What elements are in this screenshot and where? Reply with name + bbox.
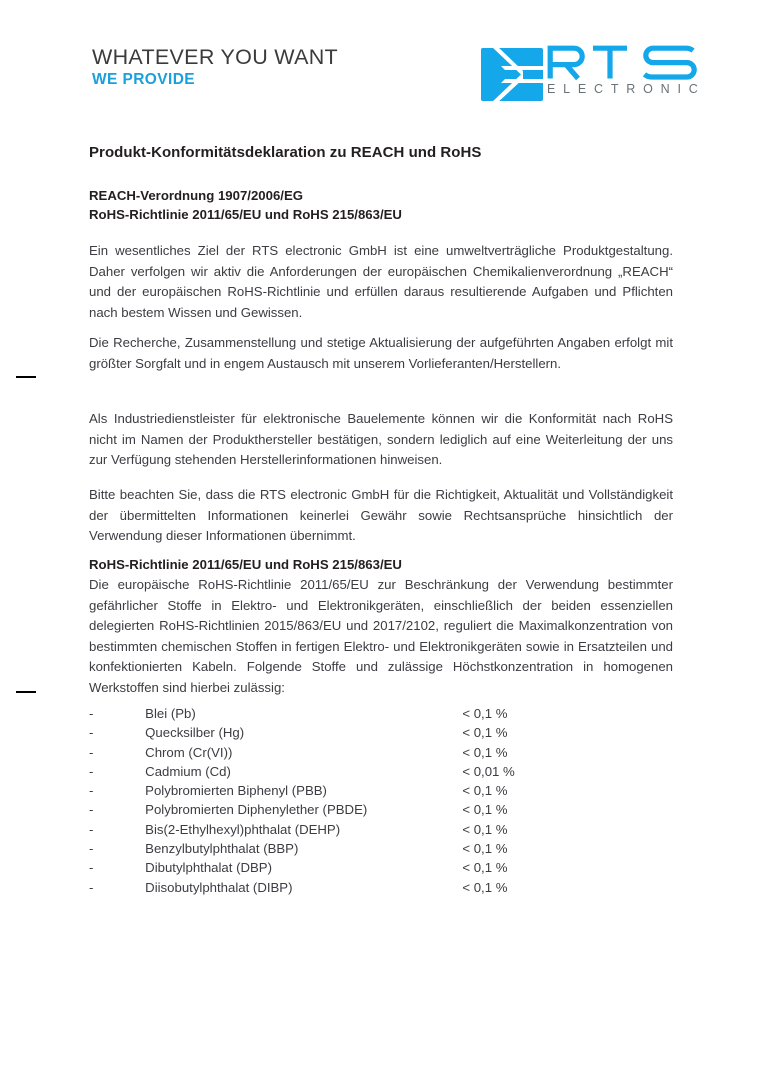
substance-limit: < 0,1 % bbox=[462, 725, 508, 741]
table-row bbox=[89, 800, 673, 819]
substance-name: Cadmium (Cd) bbox=[145, 763, 231, 779]
table-row bbox=[89, 878, 673, 897]
substance-limit: < 0,1 % bbox=[462, 821, 508, 837]
substance-limit: < 0,1 % bbox=[462, 744, 508, 760]
list-bullet: - bbox=[89, 706, 94, 721]
paragraph-service-provider: Als Industriedienstleister für elektronische Bauelemente können wir die Konformität nach RoHS nicht im Namen der Produkthersteller bestätigen, sondern lediglich auf eine Weiterleitung der uns zur Verfügung stehenden Herstellerinformationen hinweisen. bbox=[89, 411, 673, 467]
page-title: Produkt-Konformitätsdeklaration zu REACH und RoHS bbox=[89, 144, 482, 161]
regulation-reach: REACH-Verordnung 1907/2006/EG bbox=[89, 188, 303, 203]
regulation-rohs: RoHS-Richtlinie 2011/65/EU und RoHS 215/863/EU bbox=[89, 206, 402, 222]
substance-limit: < 0,1 % bbox=[462, 706, 508, 721]
table-row bbox=[89, 704, 673, 723]
table-row bbox=[89, 743, 673, 762]
substance-name: Benzylbutylphthalat (BBP) bbox=[145, 841, 299, 857]
substance-limit: < 0,1 % bbox=[462, 783, 508, 799]
list-bullet: - bbox=[89, 841, 94, 857]
substance-name: Polybromierten Biphenyl (PBB) bbox=[145, 783, 327, 799]
rohs-section-heading: RoHS-Richtlinie 2011/65/EU und RoHS 215/863/EU bbox=[89, 557, 402, 572]
substance-limit: < 0,1 % bbox=[462, 879, 508, 895]
logo-wordmark-rts bbox=[547, 45, 706, 81]
company-logo bbox=[481, 45, 706, 105]
substance-limit: < 0,1 % bbox=[462, 841, 508, 857]
table-row bbox=[89, 762, 673, 781]
substance-list-body bbox=[89, 704, 673, 897]
list-bullet: - bbox=[89, 783, 94, 799]
tagline-line-1: WHATEVER YOU WANT bbox=[92, 45, 338, 69]
list-bullet: - bbox=[89, 879, 94, 895]
substance-limit: < 0,1 % bbox=[462, 802, 508, 818]
substance-name: Quecksilber (Hg) bbox=[145, 725, 245, 741]
list-bullet: - bbox=[89, 860, 94, 876]
substance-name: Diisobutylphthalat (DIBP) bbox=[145, 879, 293, 895]
rts-chevron-mark-icon bbox=[481, 48, 543, 101]
substance-name: Polybromierten Diphenylether (PBDE) bbox=[145, 802, 368, 818]
paragraph-disclaimer: Bitte beachten Sie, dass die RTS electronic GmbH für die Richtigkeit, Aktualität und Vollständigkeit der übermittelten Informationen keinerlei Gewähr sowie Rechtsansprüche hinsichtlich der Verwendung dieser Informationen übernimmt. bbox=[89, 487, 673, 543]
substance-limit: < 0,1 % bbox=[462, 860, 508, 876]
table-row bbox=[89, 839, 673, 858]
logo-text-block bbox=[547, 45, 706, 96]
logo-subtitle-electronic: ELECTRONIC bbox=[547, 82, 706, 96]
list-bullet: - bbox=[89, 725, 94, 741]
list-bullet: - bbox=[89, 763, 94, 779]
paragraph-rohs-details: Die europäische RoHS-Richtlinie 2011/65/EU zur Beschränkung der Verwendung bestimmter gefährlicher Stoffe in Elektro- und Elektronikgeräten, einschließlich der beiden essenziellen delegierten RoHS-Richtlinien 2015/863/EU und 2017/2102, reguliert die Maximalkonzentration von bestimmten chemischen Stoffen in fertigen Elektro- und Elektronikgeräten sowie in Ersatzteilen und konfektionierten Kabeln. Folgende Stoffe und zulässige Höchstkonzentration in homogenen Werkstoffen sind hierbei zulässig: bbox=[89, 577, 673, 695]
regulation-references bbox=[89, 187, 673, 224]
list-bullet: - bbox=[89, 821, 94, 837]
substance-name: Bis(2-Ethylhexyl)phthalat (DEHP) bbox=[145, 821, 341, 837]
substance-limit-list bbox=[89, 704, 673, 897]
paragraph-research: Die Recherche, Zusammenstellung und stetige Aktualisierung der aufgeführten Angaben erfolgt mit größter Sorgfalt und in engem Austausch mit unserem Vorlieferanten/Herstellern. bbox=[89, 335, 673, 371]
page-header bbox=[0, 0, 764, 125]
margin-tick-mark-upper bbox=[16, 376, 36, 378]
margin-tick-mark-lower bbox=[16, 691, 36, 693]
paragraph-intro: Ein wesentliches Ziel der RTS electronic GmbH ist eine umweltverträgliche Produktgestaltung. Daher verfolgen wir aktiv die Anforderungen der europäischen Chemikalienverordnung „REACH“ und der europäischen RoHS-Richtlinie und erfüllen daraus resultierende Aufgaben und Pflichten nach bestem Wissen und Gewissen. bbox=[89, 243, 673, 320]
substance-name: Dibutylphthalat (DBP) bbox=[145, 860, 272, 876]
table-row bbox=[89, 858, 673, 877]
table-row bbox=[89, 723, 673, 742]
substance-limit: < 0,01 % bbox=[462, 763, 515, 779]
tagline-line-2: WE PROVIDE bbox=[92, 70, 196, 88]
company-tagline bbox=[92, 47, 338, 87]
table-row bbox=[89, 781, 673, 800]
list-bullet: - bbox=[89, 744, 94, 760]
list-bullet: - bbox=[89, 802, 94, 818]
substance-name: Chrom (Cr(VI)) bbox=[145, 744, 233, 760]
table-row bbox=[89, 820, 673, 839]
substance-name: Blei (Pb) bbox=[145, 706, 196, 721]
